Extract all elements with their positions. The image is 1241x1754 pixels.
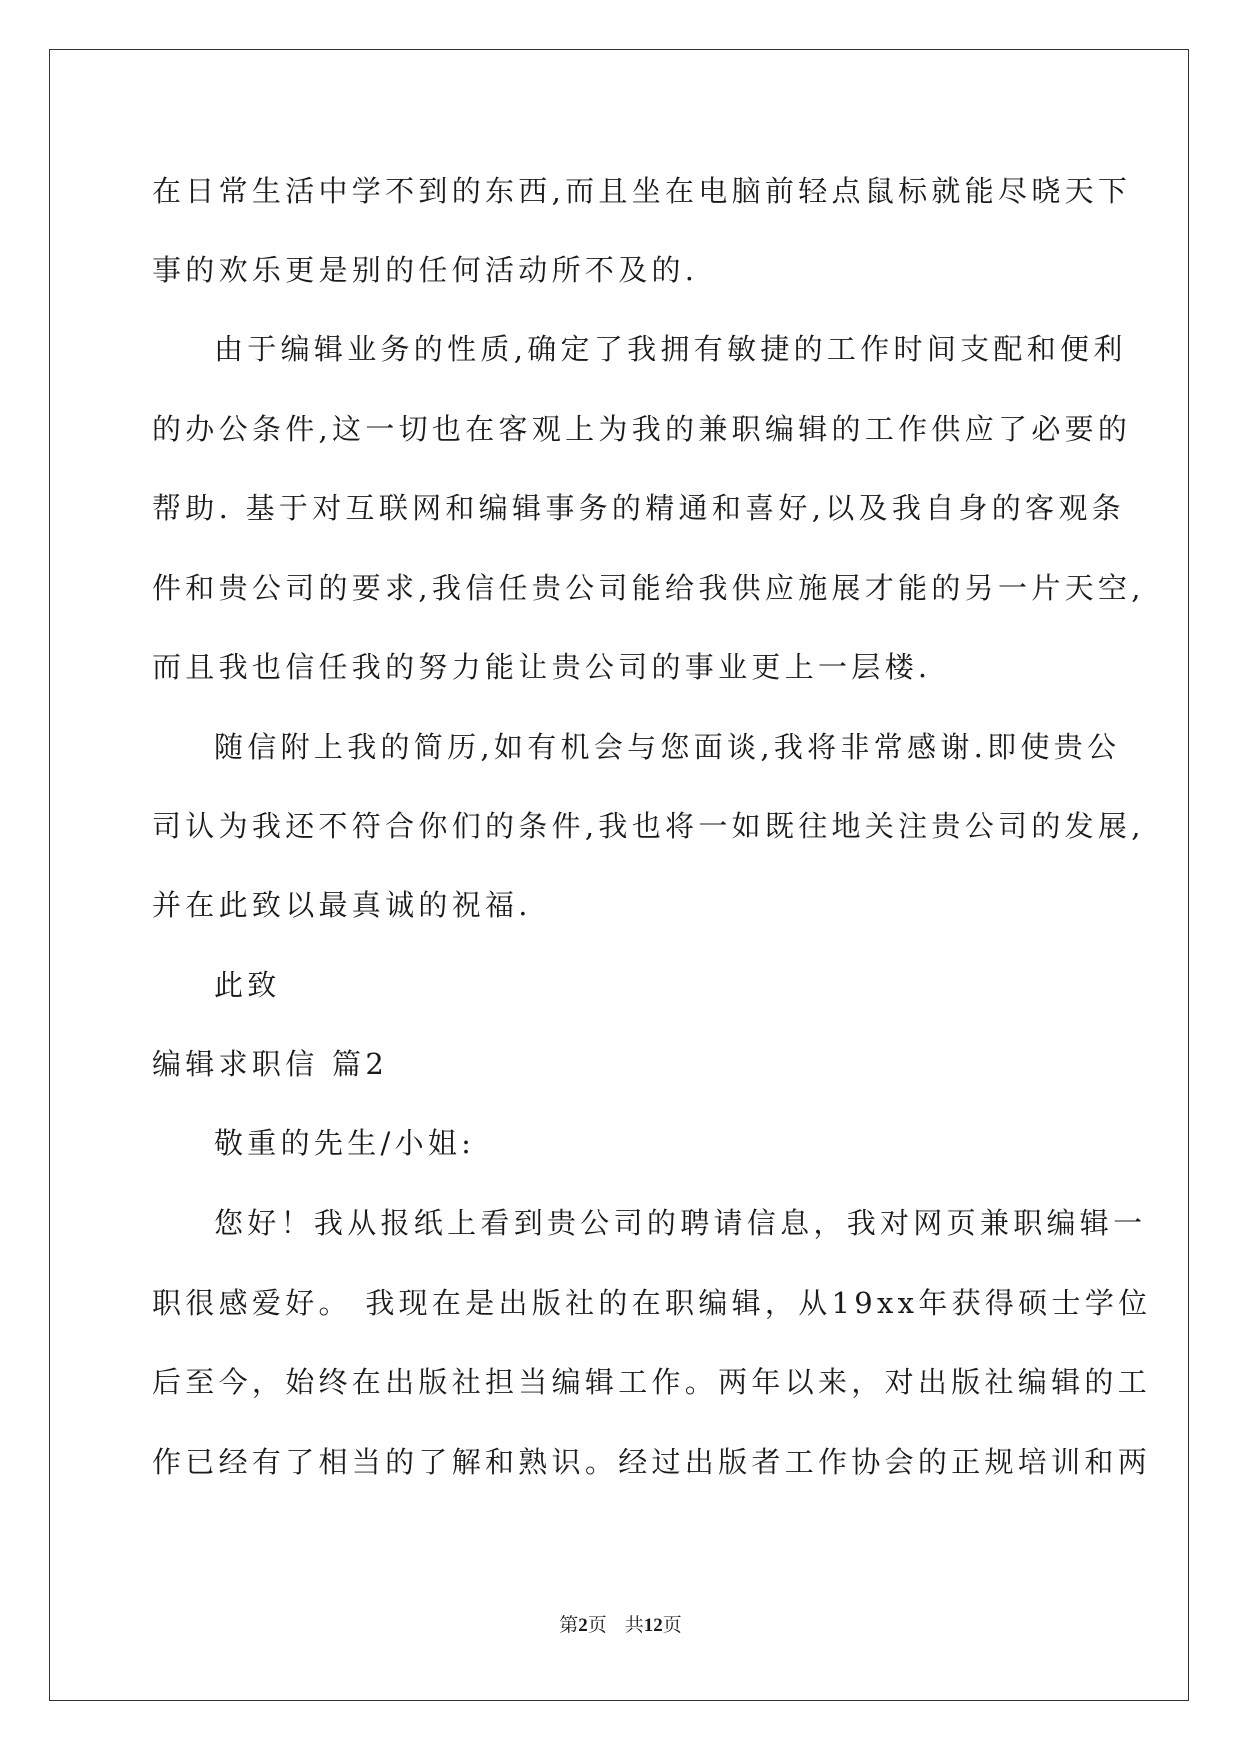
body-line-5: 帮助. 基于对互联网和编辑事务的精通和喜好,以及我自身的客观条 bbox=[152, 491, 1125, 525]
body-line-3: 由于编辑业务的性质,确定了我拥有敏捷的工作时间支配和便利 bbox=[214, 332, 1127, 366]
footer-page-unit: 页 bbox=[587, 1615, 607, 1636]
body-line-13: 后至今，始终在出版社担当编辑工作。两年以来，对出版社编辑的工 bbox=[152, 1365, 1152, 1399]
footer-page-prefix: 第 bbox=[559, 1615, 579, 1636]
page-footer bbox=[0, 1614, 1241, 1638]
body-line-7: 而且我也信任我的努力能让贵公司的事业更上一层楼. bbox=[152, 650, 932, 684]
body-line-12: 职很感爱好。 我现在是出版社的在职编辑，从19xx年获得硕士学位 bbox=[152, 1286, 1152, 1320]
footer-page-number: 2 bbox=[578, 1615, 588, 1636]
greeting: 敬重的先生/小姐: bbox=[214, 1126, 476, 1160]
body-line-9: 司认为我还不符合你们的条件,我也将一如既往地关注贵公司的发展, bbox=[152, 809, 1145, 843]
body-line-8: 随信附上我的简历,如有机会与您面谈,我将非常感谢.即使贵公 bbox=[214, 730, 1121, 764]
body-line-10: 并在此致以最真诚的祝福. bbox=[152, 888, 532, 922]
body-line-4: 的办公条件,这一切也在客观上为我的兼职编辑的工作供应了必要的 bbox=[152, 412, 1132, 446]
footer-total-prefix: 共 bbox=[624, 1615, 644, 1636]
body-line-11: 您好！我从报纸上看到贵公司的聘请信息，我对网页兼职编辑一 bbox=[214, 1206, 1147, 1240]
section-heading: 编辑求职信 篇2 bbox=[152, 1047, 389, 1081]
footer-total-unit: 页 bbox=[662, 1615, 682, 1636]
body-line-1: 在日常生活中学不到的东西,而且坐在电脑前轻点鼠标就能尽晓天下 bbox=[152, 174, 1132, 208]
body-line-2: 事的欢乐更是别的任何活动所不及的. bbox=[152, 253, 699, 287]
body-line-14: 作已经有了相当的了解和熟识。经过出版者工作协会的正规培训和两 bbox=[152, 1445, 1152, 1479]
body-line-6: 件和贵公司的要求,我信任贵公司能给我供应施展才能的另一片天空, bbox=[152, 571, 1145, 605]
closing-salutation: 此致 bbox=[214, 968, 281, 1002]
footer-total-pages: 12 bbox=[643, 1615, 663, 1636]
